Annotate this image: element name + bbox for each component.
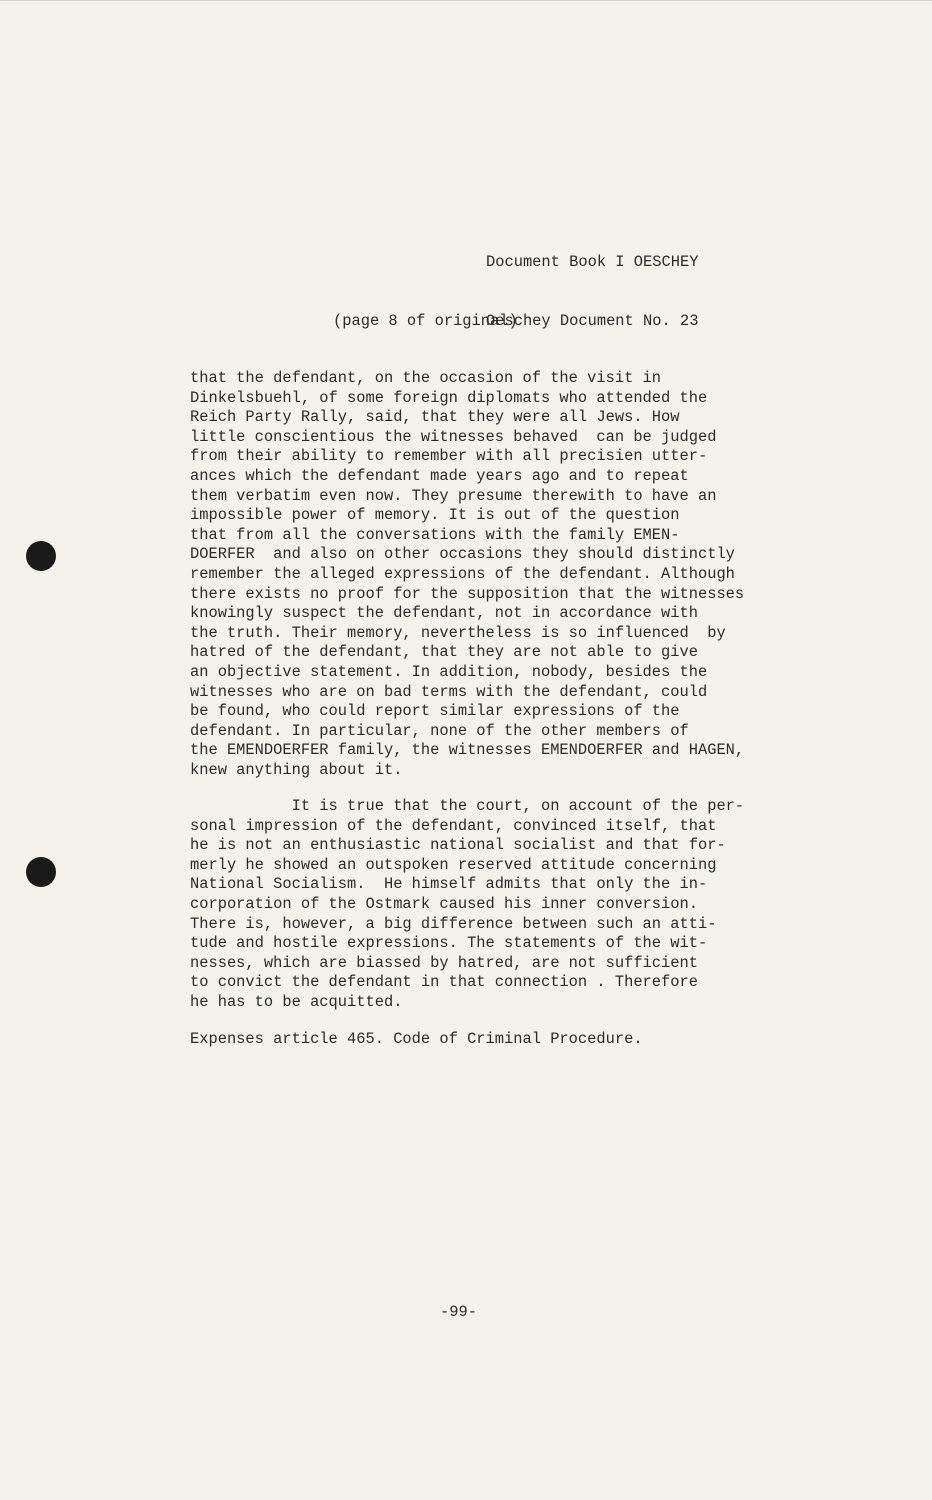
- text-line: there exists no proof for the supposition that the witnesses: [190, 584, 745, 603]
- text-line: he has to be acquitted.: [190, 992, 403, 1011]
- text-line: tude and hostile expressions. The statements of the wit-: [190, 934, 708, 953]
- text-line: that from all the conversations with the family EMEN-: [190, 525, 680, 544]
- text-line: defendant. In particular, none of the other members of: [190, 721, 689, 740]
- text-line: little conscientious the witnesses behaved can be judged: [190, 427, 717, 446]
- text-line: ances which the defendant made years ago and to repeat: [190, 466, 689, 485]
- text-line: nesses, which are biassed by hatred, are not sufficient: [190, 953, 698, 972]
- paragraph-1: [190, 369, 790, 780]
- text-line: remember the alleged expressions of the defendant. Although: [190, 564, 735, 583]
- text-line: he is not an enthusiastic national socialist and that for-: [190, 836, 726, 855]
- text-line: the EMENDOERFER family, the witnesses EMENDOERFER and HAGEN,: [190, 741, 745, 760]
- text-line: National Socialism. He himself admits that only the in-: [190, 875, 708, 894]
- punch-hole-bottom: [26, 857, 56, 887]
- text-line: sonal impression of the defendant, convinced itself, that: [190, 816, 717, 835]
- text-line: an objective statement. In addition, nobody, besides the: [190, 662, 708, 681]
- paragraph-2: [190, 797, 790, 1013]
- text-line: witnesses who are on bad terms with the defendant, could: [190, 682, 708, 701]
- header-book-line: Document Book I OESCHEY: [486, 253, 699, 271]
- text-line: be found, who could report similar expressions of the: [190, 702, 680, 721]
- text-line: It is true that the court, on account of the per-: [190, 797, 745, 815]
- text-line: knowingly suspect the defendant, not in accordance with: [190, 604, 698, 623]
- text-line: There is, however, a big difference between such an atti-: [190, 914, 717, 933]
- text-line: that the defendant, on the occasion of the visit in: [190, 369, 662, 387]
- text-line: Expenses article 465. Code of Criminal Procedure.: [190, 1030, 643, 1048]
- text-line: them verbatim even now. They presume therewith to have an: [190, 486, 717, 505]
- text-line: knew anything about it.: [190, 760, 403, 779]
- page-number: -99-: [440, 1303, 477, 1321]
- punch-hole-top: [26, 541, 56, 571]
- text-line: to convict the defendant in that connection . Therefore: [190, 973, 698, 992]
- text-line: merly he showed an outspoken reserved attitude concerning: [190, 855, 717, 874]
- text-line: impossible power of memory. It is out of the question: [190, 506, 680, 525]
- paragraph-3: [190, 1030, 790, 1050]
- text-line: Reich Party Rally, said, that they were all Jews. How: [190, 408, 680, 427]
- text-line: Dinkelsbuehl, of some foreign diplomats who attended the: [190, 388, 708, 407]
- header-doc-number-line: Oeschey Document No. 23: [486, 311, 699, 330]
- text-line: the truth. Their memory, nevertheless is so influenced by: [190, 623, 726, 642]
- text-line: hatred of the defendant, that they are not able to give: [190, 643, 698, 662]
- text-line: from their ability to remember with all precisien utter-: [190, 447, 708, 466]
- document-header: [486, 214, 698, 370]
- page-reference: (page 8 of original): [333, 312, 518, 330]
- text-line: corporation of the Ostmark caused his inner conversion.: [190, 894, 698, 913]
- page-edge: [0, 0, 932, 1]
- text-line: DOERFER and also on other occasions they should distinctly: [190, 545, 735, 564]
